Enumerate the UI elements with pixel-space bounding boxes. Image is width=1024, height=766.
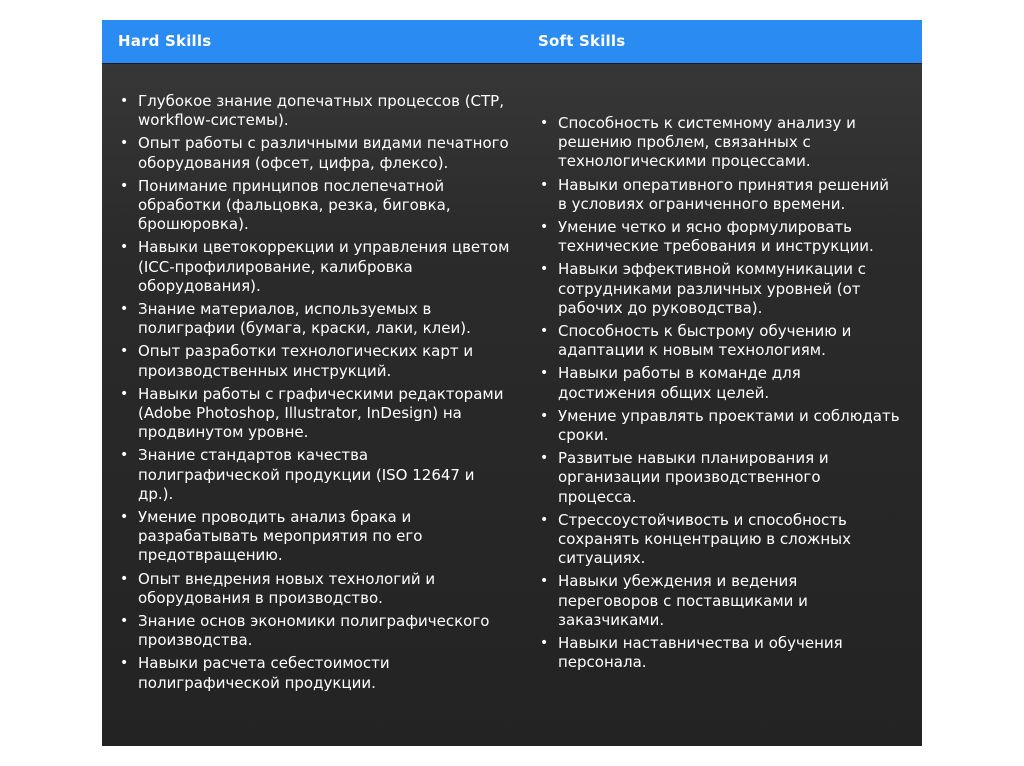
bullet-icon: • [540,450,549,467]
list-item [538,218,900,256]
list-item-text: Навыки убеждения и ведения переговоров с поставщиками и заказчиками. [558,572,808,629]
list-item-text: Опыт работы с различными видами печатного оборудования (офсет, цифра, флексо). [138,134,509,172]
bullet-icon: • [540,365,549,382]
bullet-icon: • [120,301,129,318]
soft-skills-list [538,114,900,676]
list-item-text: Развитые навыки планирования и организации производственного процесса. [558,449,829,506]
bullet-icon: • [120,177,129,194]
bullet-icon: • [120,570,129,587]
bullet-icon: • [540,573,549,590]
bullet-icon: • [540,511,549,528]
bullet-icon: • [540,261,549,278]
bullet-icon: • [120,655,129,672]
bullet-icon: • [120,93,129,109]
list-item-text: Навыки оперативного принятия решений в условиях ограниченного времени. [558,175,889,213]
list-item-text: Умение четко и ясно формулировать технические требования и инструкции. [558,218,874,256]
list-item-text: Способность к быстрому обучению и адаптации к новым технологиям. [558,322,852,360]
list-item-text: Навыки наставничества и обучения персонала. [558,634,843,672]
bullet-icon: • [120,447,129,464]
bullet-icon: • [120,613,129,630]
list-item [538,407,900,445]
table-header [102,20,922,64]
bullet-icon: • [540,407,549,424]
list-item [538,511,900,569]
soft-skills-heading: Soft Skills [538,32,626,50]
bullet-icon: • [540,115,549,131]
list-item-text: Стрессоустойчивость и способность сохранять концентрацию в сложных ситуациях. [558,510,851,568]
list-item [118,92,513,130]
list-item [118,570,513,608]
list-item-text: Опыт разработки технологических карт и производственных инструкций. [138,342,474,380]
list-item [538,114,900,172]
list-item-text: Навыки эффективной коммуникации с сотрудниками различных уровней (от рабочих до руководства). [558,260,867,317]
list-item-text: Навыки цветокоррекции и управления цветом (ICC-профилирование, калибровка оборудования). [138,238,510,295]
list-item [118,342,513,380]
bullet-icon: • [120,239,129,256]
list-item [538,449,900,507]
bullet-icon: • [540,635,549,652]
list-item [538,322,900,360]
list-item-text: Знание стандартов качества полиграфической продукции (ISO 12647 и др.). [138,446,475,503]
list-item [538,572,900,630]
bullet-icon: • [120,343,129,360]
list-item-text: Знание материалов, используемых в полиграфии (бумага, краски, лаки, клеи). [138,300,471,338]
list-item [118,446,513,504]
hard-skills-list [118,92,513,697]
list-item [118,177,513,235]
list-item [118,134,513,172]
list-item [118,654,513,692]
list-item [538,176,900,214]
list-item-text: Понимание принципов послепечатной обработки (фальцовка, резка, биговка, брошюровка). [138,176,451,234]
bullet-icon: • [540,323,549,340]
list-item [538,634,900,672]
bullet-icon: • [540,176,549,193]
list-item-text: Навыки расчета себестоимости полиграфической продукции. [138,654,390,692]
list-item-text: Знание основ экономики полиграфического производства. [138,612,490,650]
list-item-text: Умение проводить анализ брака и разрабатывать мероприятия по его предотвращению. [138,508,423,565]
list-item [118,300,513,338]
bullet-icon: • [120,509,129,526]
bullet-icon: • [540,219,549,236]
list-item [538,260,900,318]
list-item [118,385,513,443]
bullet-icon: • [120,385,129,402]
list-item-text: Навыки работы в команде для достижения общих целей. [558,364,801,402]
list-item-text: Навыки работы с графическими редакторами (Adobe Photoshop, Illustrator, InDesign) на продвинутом уровне. [138,384,504,442]
hard-skills-heading: Hard Skills [118,32,212,50]
list-item [118,612,513,650]
list-item [118,238,513,296]
skills-table [102,20,922,746]
list-item-text: Опыт внедрения новых технологий и оборудования в производство. [138,569,436,607]
list-item-text: Умение управлять проектами и соблюдать сроки. [558,406,900,445]
list-item-text: Глубокое знание допечатных процессов (CTP, workflow-системы). [138,92,504,130]
list-item [118,508,513,566]
list-item [538,364,900,402]
list-item-text: Способность к системному анализу и решению проблем, связанных с технологическими процессами. [558,114,856,171]
bullet-icon: • [120,135,129,152]
